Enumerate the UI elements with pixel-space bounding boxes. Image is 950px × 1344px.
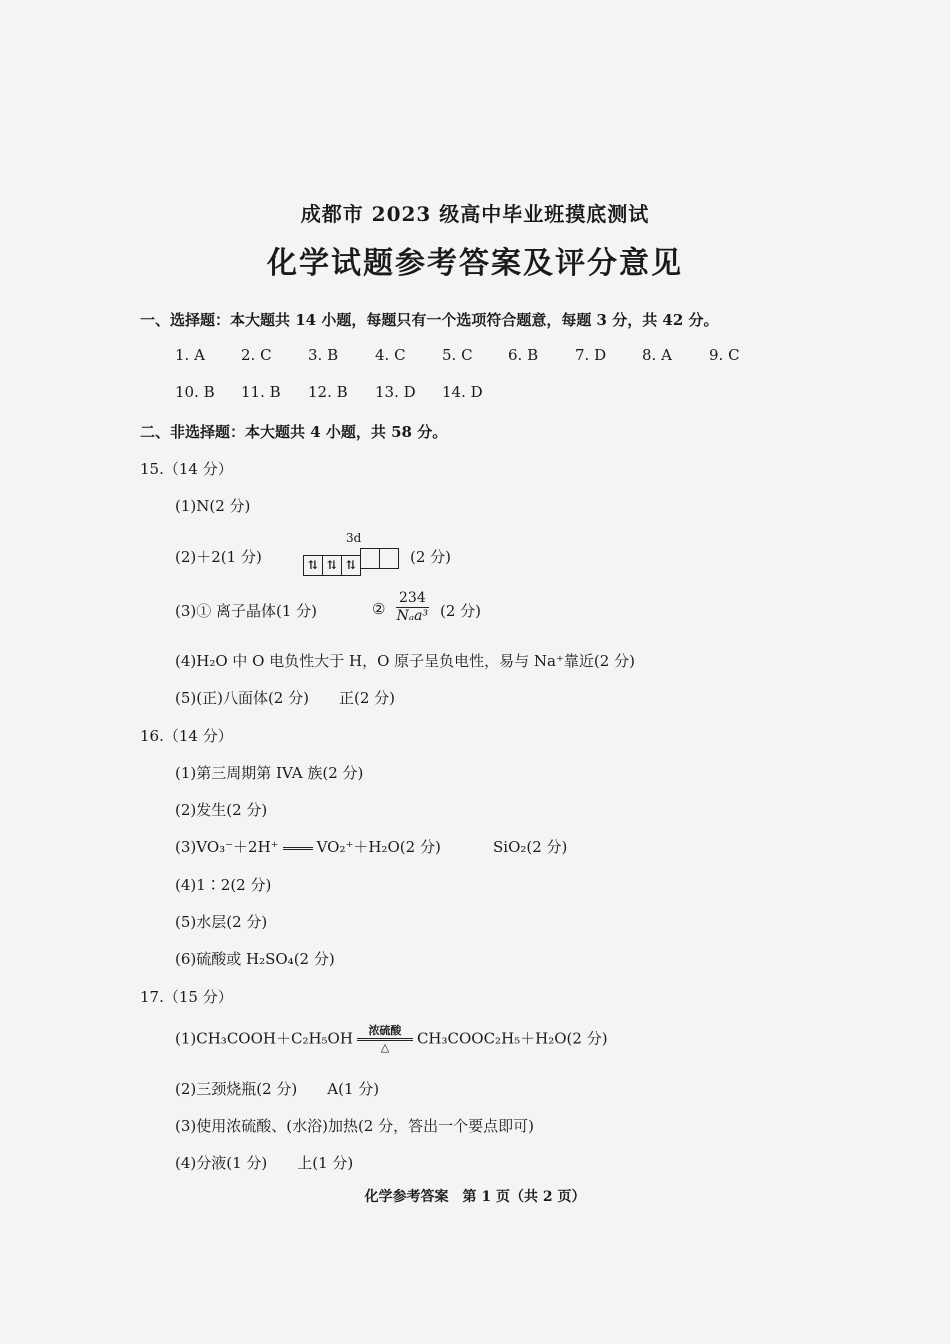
page-title: 化学试题参考答案及评分意见	[267, 246, 683, 281]
choice-answer: 13. D	[375, 383, 416, 401]
choice-answer: 10. B	[175, 383, 215, 401]
fraction-numerator: 234	[396, 590, 429, 608]
q17-a1-left: (1)CH₃COOH＋C₂H₅OH	[175, 1029, 353, 1048]
question-15-number: 15.（14 分）	[140, 460, 233, 478]
condition-heat: △	[380, 1041, 390, 1054]
choice-answer: 8. A	[642, 346, 672, 364]
orbital-box	[360, 548, 380, 569]
choice-answer: 9. C	[709, 346, 740, 364]
q15-answer-5: (5)(正)八面体(2 分) 正(2 分)	[175, 689, 395, 707]
q15-answer-4: (4)H₂O 中 O 电负性大于 H，O 原子呈负电性，易与 Na⁺靠近(2 分)	[175, 652, 635, 670]
question-16-number: 16.（14 分）	[140, 727, 233, 745]
orbital-label: 3d	[346, 531, 362, 545]
q16-a3-right: VO₂⁺＋H₂O(2 分)	[316, 838, 441, 856]
q16-answer-6: (6)硫酸或 H₂SO₄(2 分)	[175, 950, 335, 968]
q15-a3-mid: ②	[372, 600, 386, 618]
q17-a1-right: CH₃COOC₂H₅＋H₂O(2 分)	[416, 1029, 608, 1048]
section2-heading: 二、非选择题：本大题共 4 小题，共 58 分。	[140, 423, 448, 441]
orbital-box: ⇅	[303, 555, 323, 576]
q15-answer-2	[175, 546, 262, 567]
choice-answer: 2. C	[241, 346, 272, 364]
choice-answer: 11. B	[241, 383, 281, 401]
choice-answer: 5. C	[442, 346, 473, 364]
choice-answer: 6. B	[508, 346, 539, 364]
condition-catalyst: 浓硫酸	[357, 1024, 413, 1041]
reaction-condition	[357, 1024, 413, 1055]
exam-subtitle: 成都市 2023 级高中毕业班摸底测试	[300, 202, 650, 226]
choice-answer: 7. D	[575, 346, 607, 364]
question-17-number: 17.（15 分）	[140, 988, 233, 1006]
q17-answer-4: (4)分液(1 分) 上(1 分)	[175, 1154, 354, 1172]
q15-a3-suffix: (2 分)	[440, 602, 482, 620]
q16-answer-3	[175, 836, 441, 857]
q15-answer-1: (1)N(2 分)	[175, 497, 251, 515]
choice-answer: 14. D	[442, 383, 483, 401]
density-fraction	[394, 590, 431, 625]
q15-a3-prefix: (3)① 离子晶体(1 分)	[175, 602, 318, 620]
orbital-box: ⇅	[322, 555, 342, 576]
q16-a3-left: (3)VO₃⁻＋2H⁺	[175, 838, 279, 856]
q17-answer-1	[175, 1024, 608, 1055]
choice-answer: 12. B	[308, 383, 348, 401]
section1-heading: 一、选择题：本大题共 14 小题，每题只有一个选项符合题意，每题 3 分，共 42 分。	[140, 311, 719, 329]
orbital-diagram	[304, 548, 399, 576]
q15-a2-prefix: (2)＋2(1 分)	[175, 548, 262, 566]
equals-sign	[283, 847, 313, 850]
q15-answer-3	[175, 600, 317, 621]
q17-answer-3: (3)使用浓硫酸、(水浴)加热(2 分，答出一个要点即可)	[175, 1117, 534, 1135]
q17-answer-2: (2)三颈烧瓶(2 分) A(1 分)	[175, 1080, 380, 1098]
choice-answer: 3. B	[308, 346, 339, 364]
q15-a2-suffix: (2 分)	[410, 548, 452, 566]
orbital-box: ⇅	[341, 555, 361, 576]
q16-answer-1: (1)第三周期第 IVA 族(2 分)	[175, 764, 364, 782]
choice-answer: 1. A	[175, 346, 205, 364]
q16-a3-extra: SiO₂(2 分)	[493, 838, 568, 856]
q16-answer-4: (4)1∶2(2 分)	[175, 876, 272, 894]
orbital-box	[379, 548, 399, 569]
q16-answer-2: (2)发生(2 分)	[175, 801, 268, 819]
choice-answer: 4. C	[375, 346, 406, 364]
fraction-denominator: Nₐa³	[396, 608, 429, 624]
page-footer: 化学参考答案 第 1 页（共 2 页）	[364, 1189, 586, 1205]
q16-answer-5: (5)水层(2 分)	[175, 913, 268, 931]
